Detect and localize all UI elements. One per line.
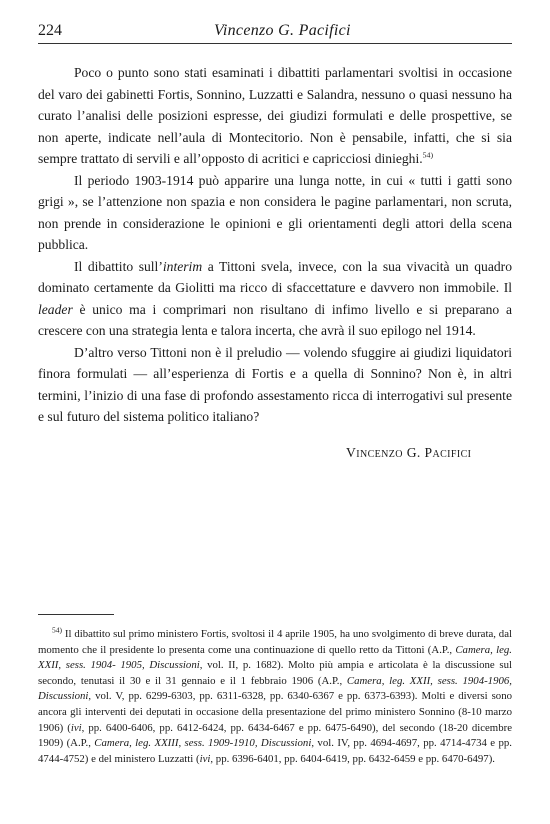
footnote-citation-italic: Camera, leg. XXII, sess. 1904- 1905, Discussioni <box>38 643 512 672</box>
footnote-citation-italic: Camera, leg. XXII, sess. 1904-1906, Discussioni <box>38 674 512 703</box>
paragraph-1-text: Poco o punto sono stati esaminati i dibattiti parlamentari svoltisi in occasione del varo dei gabinetti Fortis, Sonnino, Luzzatti e Salandra, nessuno o quasi nessuno ha curato l’analisi delle posizioni espresse, dei giudizi formulati e delle prospettive, se non aperte, indicate nell’aula di Montecitorio. Non è pensabile, infatti, che si sia sempre trattato di servili e all’opposto di acritici e capricciosi dinieghi. <box>38 65 512 166</box>
footnote-text: , vol. IV, pp. 4694-4697, pp. 4714-4734 e pp. 4744-4752) e del ministero Luzzatti ( <box>38 737 512 765</box>
footnote-citation-italic: Camera, leg. XXIII, sess. 1909-1910, Discussioni <box>94 737 312 750</box>
footnote-54 <box>38 627 512 767</box>
footnote-text: , pp. 6396-6401, pp. 6404-6419, pp. 6432-6459 e pp. 6470-6497). <box>210 752 495 765</box>
footnotes <box>38 627 512 767</box>
footnote-text: , pp. 6400-6406, pp. 6412-6424, pp. 6434-6467 e pp. 6475-6490), del secondo (18-20 dicembre 1909) (A.P., <box>38 721 512 750</box>
footnote-text: Il dibattito sul primo ministero Fortis, svoltosi il 4 aprile 1905, ha uno svolgimento di breve durata, dal momento che il presidente lo presenta come una continuazione di quello retto da Tittoni (A.P., <box>38 628 512 656</box>
footnote-text: , vol. II, p. 1682). Molto più ampia e articolata è la discussione sul secondo, tenutasi il 30 e il 31 gennaio e il 1 febbraio 1906 (A.P., <box>38 659 512 687</box>
footnote-number: 54) <box>52 625 62 635</box>
footnote-citation-italic: ivi <box>199 752 211 765</box>
paragraph-3-text-c: è unico ma i comprimari non risultano di infimo livello e si preparano a crescere con una strategia lenta e talora incerta, che avrà il suo epilogo nel 1914. <box>38 301 512 338</box>
footnote-text: , vol. V, pp. 6299-6303, pp. 6311-6328, pp. 6340-6367 e pp. 6373-6393). Molti e diversi sono ancora gli interventi dei deputati in occasione della presentazione del primo ministero Sonnino (8-10 marzo 1906) ( <box>38 690 512 734</box>
paragraph-3-text-a: Il dibattito sull’ <box>74 258 163 274</box>
paragraph-1 <box>38 62 512 170</box>
footnote-rule <box>38 614 114 615</box>
footnote-reference[interactable]: 54) <box>422 150 434 160</box>
paragraph-2: Il periodo 1903-1914 può apparire una lunga notte, in cui « tutti i gatti sono grigi », se l’attenzione non spazia e non considera le pagine parlamentari, non scruta, non prende in considerazione le opinioni e gli orientamenti degli attori della scena pubblica. <box>38 172 512 252</box>
paragraph-3-text-b: a Tittoni svela, invece, con la sua vivacità un quadro dominato certamente da Giolitti ma ricco di sfaccettature e davvero non immobile. Il <box>38 258 512 295</box>
body-text <box>38 62 512 428</box>
emphasis-leader: leader <box>38 301 73 317</box>
paragraph-4: D’altro verso Tittoni non è il preludio — volendo sfuggire ai giudizi liquidatori finora formulati — all’esperienza di Fortis e a quella di Sonnino? Non è, in altri termini, l’inizio di una fase di profondo assestamento ricca di interrogativi sul presente e sul futuro del sistema politico italiano? <box>38 344 512 424</box>
running-head: Vincenzo G. Pacifici <box>214 22 351 39</box>
header-rule <box>38 43 512 44</box>
footnote-citation-italic: ivi <box>70 721 82 734</box>
page-number: 224 <box>38 22 62 39</box>
page-header <box>38 22 512 44</box>
paragraph-3 <box>38 256 512 342</box>
emphasis-interim: interim <box>162 258 203 274</box>
author-signature: Vincenzo G. Pacifici <box>346 445 472 460</box>
